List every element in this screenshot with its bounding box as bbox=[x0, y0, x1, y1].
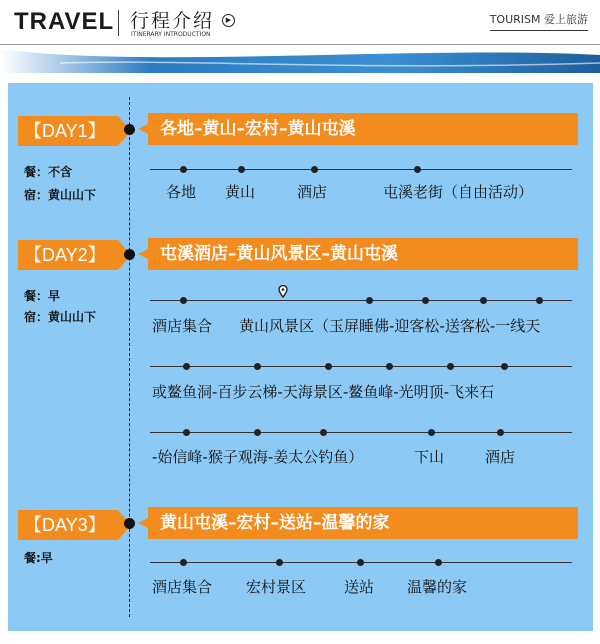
day3-route: 黄山屯溪–宏村–送站–温馨的家 bbox=[148, 507, 578, 539]
stop-label: 屯溪老街（自由活动） bbox=[383, 183, 534, 201]
stop-dot bbox=[422, 297, 429, 304]
stop-dot bbox=[497, 429, 504, 436]
day1-badge: 【DAY1】 bbox=[18, 116, 118, 146]
stop-dot bbox=[325, 363, 332, 370]
brand-title: TRAVEL bbox=[14, 8, 115, 35]
stop-dot bbox=[180, 559, 187, 566]
stop-dot bbox=[536, 297, 543, 304]
stop-dot bbox=[428, 429, 435, 436]
stop-dot bbox=[180, 166, 187, 173]
section-title: 行程介绍 bbox=[130, 10, 215, 32]
day2-meals: 餐：早 bbox=[24, 289, 61, 303]
stop-label: 或鳌鱼洞-百步云梯-天海景区-鳌鱼峰-光明顶-飞来石 bbox=[152, 383, 495, 401]
day3-badge: 【DAY3】 bbox=[18, 510, 118, 540]
stop-dot bbox=[386, 363, 393, 370]
tourism-tag: TOURISM 爱上旅游 bbox=[490, 11, 588, 31]
stop-dot bbox=[180, 297, 187, 304]
stop-label: 酒店集合 bbox=[152, 578, 213, 596]
stop-dot bbox=[414, 166, 421, 173]
day2-timeline-3 bbox=[150, 432, 572, 433]
stop-dot bbox=[254, 429, 261, 436]
stop-dot bbox=[254, 363, 261, 370]
day2-timeline-2 bbox=[150, 366, 572, 367]
day1-stay: 宿：黄山山下 bbox=[24, 188, 97, 202]
stop-label: 宏村景区 bbox=[246, 578, 307, 596]
stop-label: 黄山风景区（玉屏睡佛-迎客松-送客松-一线天 bbox=[239, 317, 541, 335]
stop-label: 酒店 bbox=[297, 183, 328, 201]
day2-stay: 宿：黄山山下 bbox=[24, 310, 97, 324]
stop-dot bbox=[501, 363, 508, 370]
stop-dot bbox=[320, 429, 327, 436]
stop-label: 温馨的家 bbox=[407, 578, 468, 596]
stop-dot bbox=[447, 363, 454, 370]
day1-spine-dot bbox=[124, 124, 135, 135]
stop-label: -始信峰-猴子观海-姜太公钓鱼） bbox=[152, 448, 364, 466]
stop-dot bbox=[357, 559, 364, 566]
itinerary-panel bbox=[8, 83, 593, 631]
day3-meals: 餐:早 bbox=[24, 551, 53, 565]
day1-route: 各地–黄山–宏村–黄山屯溪 bbox=[148, 113, 578, 145]
page-header bbox=[0, 0, 600, 44]
day2-badge: 【DAY2】 bbox=[18, 240, 118, 270]
day2-route: 屯溪酒店–黄山风景区–黄山屯溪 bbox=[148, 238, 578, 270]
header-divider bbox=[118, 10, 119, 36]
stop-label: 酒店集合 bbox=[152, 317, 213, 335]
decorative-banner bbox=[0, 45, 600, 73]
section-subtitle: ITINERARY INTRODUCTION bbox=[131, 31, 211, 38]
day3-spine-dot bbox=[124, 518, 135, 529]
stop-dot bbox=[480, 297, 487, 304]
day1-timeline bbox=[150, 169, 572, 170]
location-pin-icon bbox=[278, 285, 288, 298]
stop-dot bbox=[183, 363, 190, 370]
stop-dot bbox=[238, 166, 245, 173]
day1-meals: 餐：不含 bbox=[24, 165, 73, 179]
stop-dot bbox=[276, 559, 283, 566]
stop-label: 酒店 bbox=[485, 448, 516, 466]
stop-label: 送站 bbox=[344, 578, 375, 596]
stop-dot bbox=[366, 297, 373, 304]
stop-label: 下山 bbox=[414, 448, 445, 466]
stop-label: 黄山 bbox=[225, 183, 256, 201]
play-circle-icon[interactable]: ▶ bbox=[222, 14, 235, 27]
day2-spine-dot bbox=[124, 249, 135, 260]
stop-label: 各地 bbox=[166, 183, 197, 201]
day2-timeline-1 bbox=[150, 300, 572, 301]
stop-dot bbox=[435, 559, 442, 566]
stop-dot bbox=[183, 429, 190, 436]
stop-dot bbox=[311, 166, 318, 173]
